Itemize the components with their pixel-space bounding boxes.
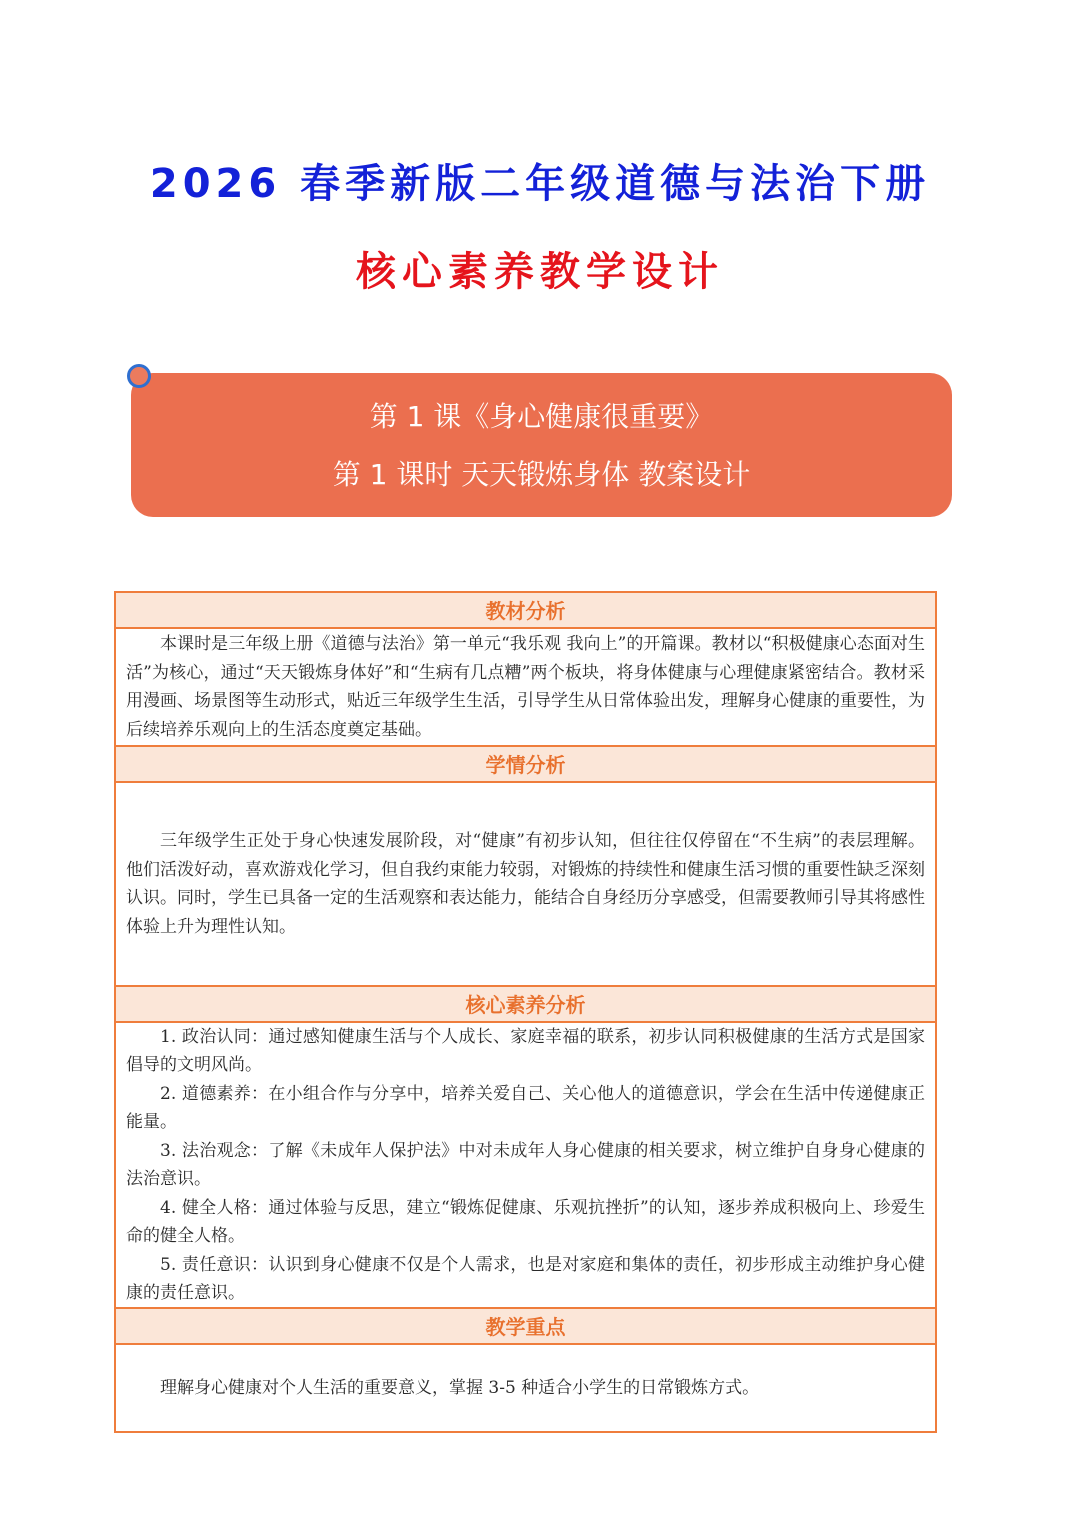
literacy-item: 1. 政治认同：通过感知健康生活与个人成长、家庭幸福的联系，初步认同积极健康的生活方式是国家倡导的文明风尚。: [126, 1026, 925, 1075]
section-body-focus: [116, 1345, 935, 1431]
paragraph: 三年级学生正处于身心快速发展阶段，对“健康”有初步认知，但往往仅停留在“不生病”的表层理解。他们活泼好动，喜欢游戏化学习，但自我约束能力较弱，对锻炼的持续性和健康生活习惯的重要性缺乏深刻认识。同时，学生已具备一定的生活观察和表达能力，能结合自身经历分享感受，但需要教师引导其将感性体验上升为理性认知。: [126, 831, 925, 937]
section-header-focus: 教学重点: [116, 1309, 935, 1345]
section-body-textbook: [116, 629, 935, 747]
circle-bullet-icon: [127, 364, 151, 388]
section-header-learner: 学情分析: [116, 747, 935, 783]
section-header-textbook: 教材分析: [116, 593, 935, 629]
lesson-title: 第 1 课《身心健康很重要》: [369, 400, 714, 433]
section-body-learner: [116, 783, 935, 987]
document-title: 2026 春季新版二年级道德与法治下册: [149, 161, 931, 207]
section-body-literacy: [116, 1023, 935, 1309]
lesson-plan-table: [114, 591, 937, 1433]
lesson-banner: [131, 373, 952, 517]
section-header-literacy: 核心素养分析: [116, 987, 935, 1023]
literacy-item: 4. 健全人格：通过体验与反思，建立“锻炼促健康、乐观抗挫折”的认知，逐步养成积极向上、珍爱生命的健全人格。: [126, 1197, 925, 1246]
literacy-item: 5. 责任意识：认识到身心健康不仅是个人需求，也是对家庭和集体的责任，初步形成主动维护身心健康的责任意识。: [126, 1254, 925, 1303]
lesson-period-title: 第 1 课时 天天锻炼身体 教案设计: [332, 458, 751, 491]
literacy-item: 3. 法治观念：了解《未成年人保护法》中对未成年人身心健康的相关要求，树立维护自身身心健康的法治意识。: [126, 1140, 925, 1189]
paragraph: 理解身心健康对个人生活的重要意义，掌握 3-5 种适合小学生的日常锻炼方式。: [160, 1377, 760, 1398]
paragraph: 本课时是三年级上册《道德与法治》第一单元“我乐观 我向上”的开篇课。教材以“积极健康心态面对生活”为核心，通过“天天锻炼身体好”和“生病有几点糟”两个板块，将身体健康与心理健康紧密结合。教材采用漫画、场景图等生动形式，贴近三年级学生生活，引导学生从日常体验出发，理解身心健康的重要性，为后续培养乐观向上的生活态度奠定基础。: [126, 634, 925, 740]
document-subtitle: 核心素养教学设计: [356, 249, 724, 295]
literacy-item: 2. 道德素养：在小组合作与分享中，培养关爱自己、关心他人的道德意识，学会在生活中传递健康正能量。: [126, 1083, 925, 1132]
